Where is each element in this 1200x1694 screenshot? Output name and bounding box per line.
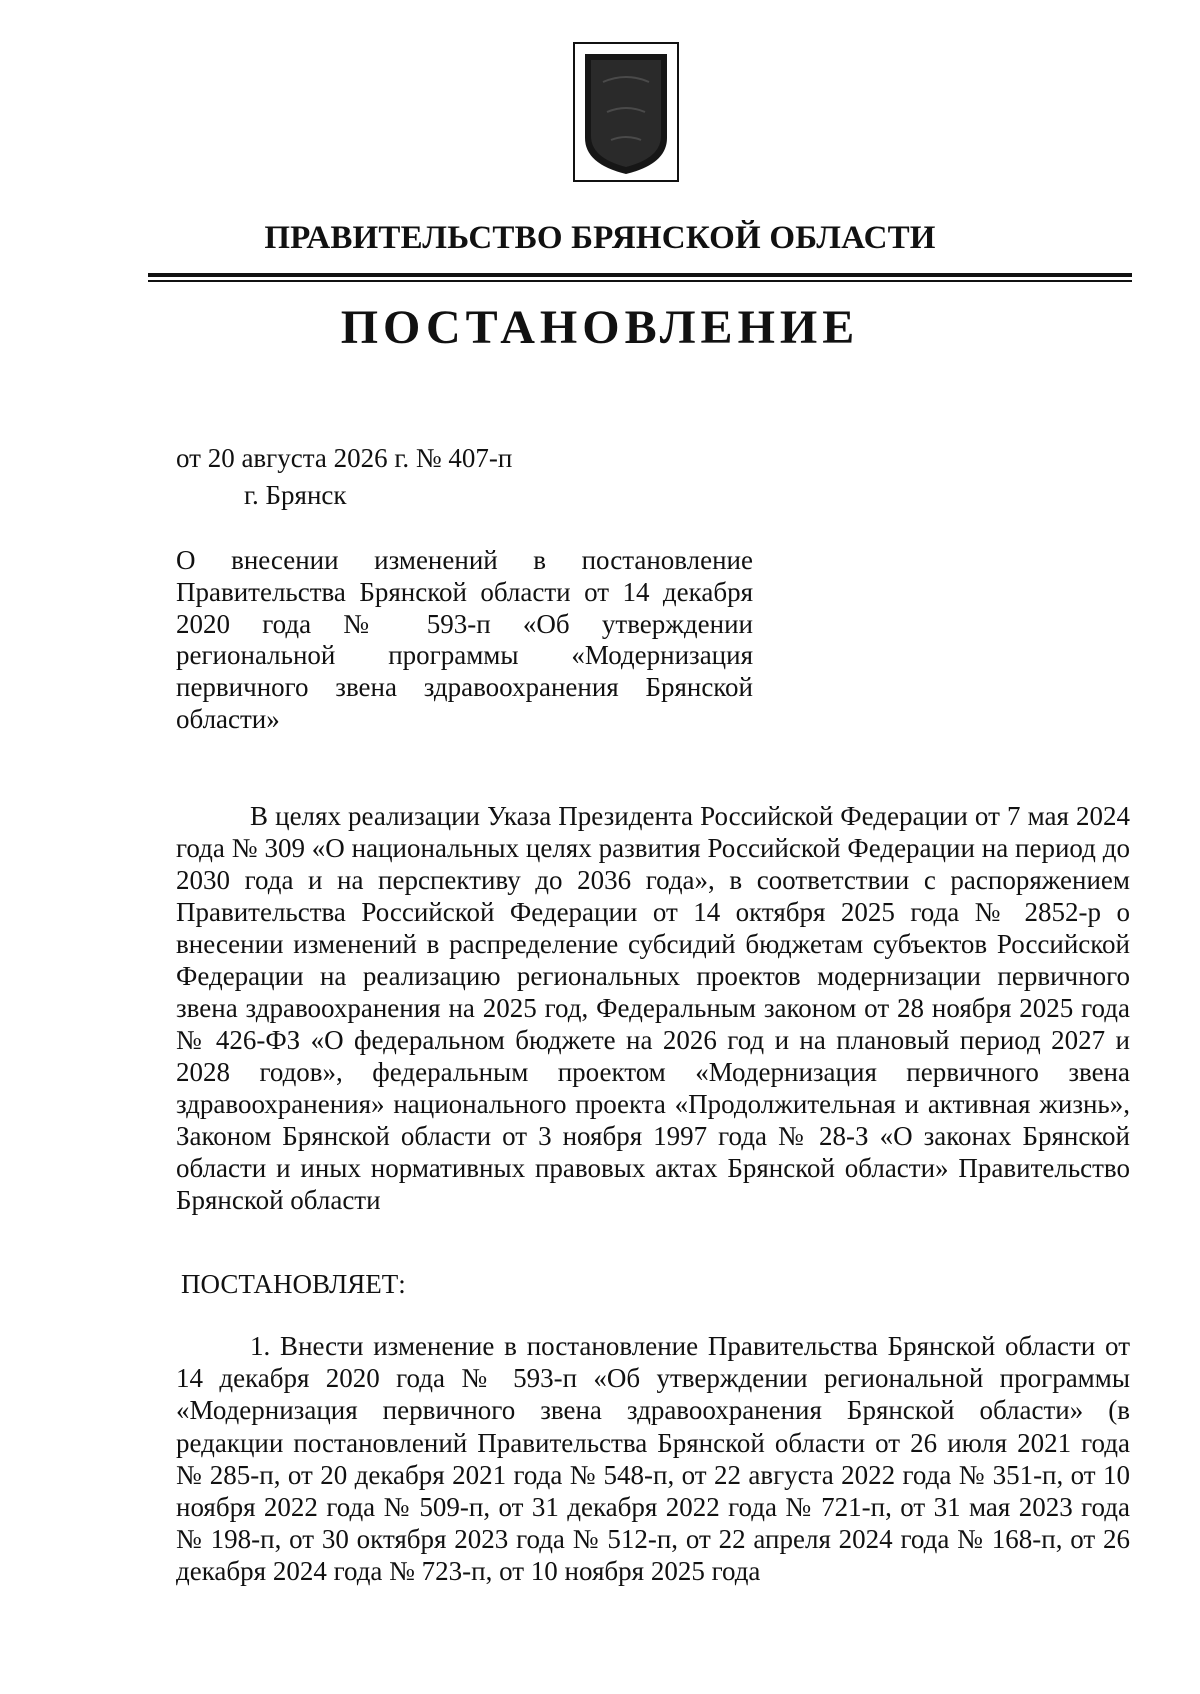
header-divider-thick — [148, 273, 1132, 277]
document-type-title: ПОСТАНОВЛЕНИЕ — [340, 301, 860, 354]
decree-city: г. Брянск — [244, 480, 347, 510]
decree-subject: О внесении изменений в постановление Правительства Брянской области от 14 декабря 2020 года № 593-п «Об утверждении региональной программы «Модернизация первичного звена здравоохранения Брянской области» — [176, 545, 753, 734]
regional-coat-of-arms-icon — [573, 42, 679, 182]
preamble-block — [176, 800, 1130, 1216]
preamble-paragraph: В целях реализации Указа Президента Российской Федерации от 7 мая 2024 года № 309 «О национальных целях развития Российской Федерации на период до 2030 года и на перспективу до 2036 года», в соответствии с распоряжением Правительства Российской Федерации от 14 октября 2025 года № 2852-р о внесении изменений в распределение субсидий бюджетам субъектов Российской Федерации на реализацию региональных проектов модернизации первичного звена здравоохранения на 2025 год, Федеральным законом от 28 ноября 2025 года № 426-ФЗ «О федеральном бюджете на 2026 год и на плановый период 2027 и 2028 годов», федеральным проектом «Модернизация первичного звена здравоохранения» национального проекта «Продолжительная и активная жизнь», Законом Брянской области от 3 ноября 1997 года № 28-З «О законах Брянской области и иных нормативных правовых актах Брянской области» Правительство Брянской области — [176, 801, 1130, 1215]
resolves-heading: ПОСТАНОВЛЯЕТ: — [181, 1269, 406, 1299]
header-divider-thin — [148, 280, 1132, 282]
government-name: ПРАВИТЕЛЬСТВО БРЯНСКОЙ ОБЛАСТИ — [264, 220, 936, 256]
resolution-item-1: 1. Внести изменение в постановление Правительства Брянской области от 14 декабря 2020 года № 593-п «Об утверждении региональной программы «Модернизация первичного звена здравоохранения Брянской области» (в редакции постановлений Правительства Брянской области от 26 июля 2021 года № 285-п, от 20 декабря 2021 года № 548-п, от 22 августа 2022 года № 351-п, от 10 ноября 2022 года № 509-п, от 31 декабря 2022 года № 721-п, от 31 мая 2023 года № 198-п, от 30 октября 2023 года № 512-п, от 22 апреля 2024 года № 168-п, от 26 декабря 2024 года № 723-п, от 10 ноября 2025 года — [176, 1331, 1130, 1587]
decree-date-number: от 20 августа 2026 г. № 407-п — [176, 443, 513, 473]
